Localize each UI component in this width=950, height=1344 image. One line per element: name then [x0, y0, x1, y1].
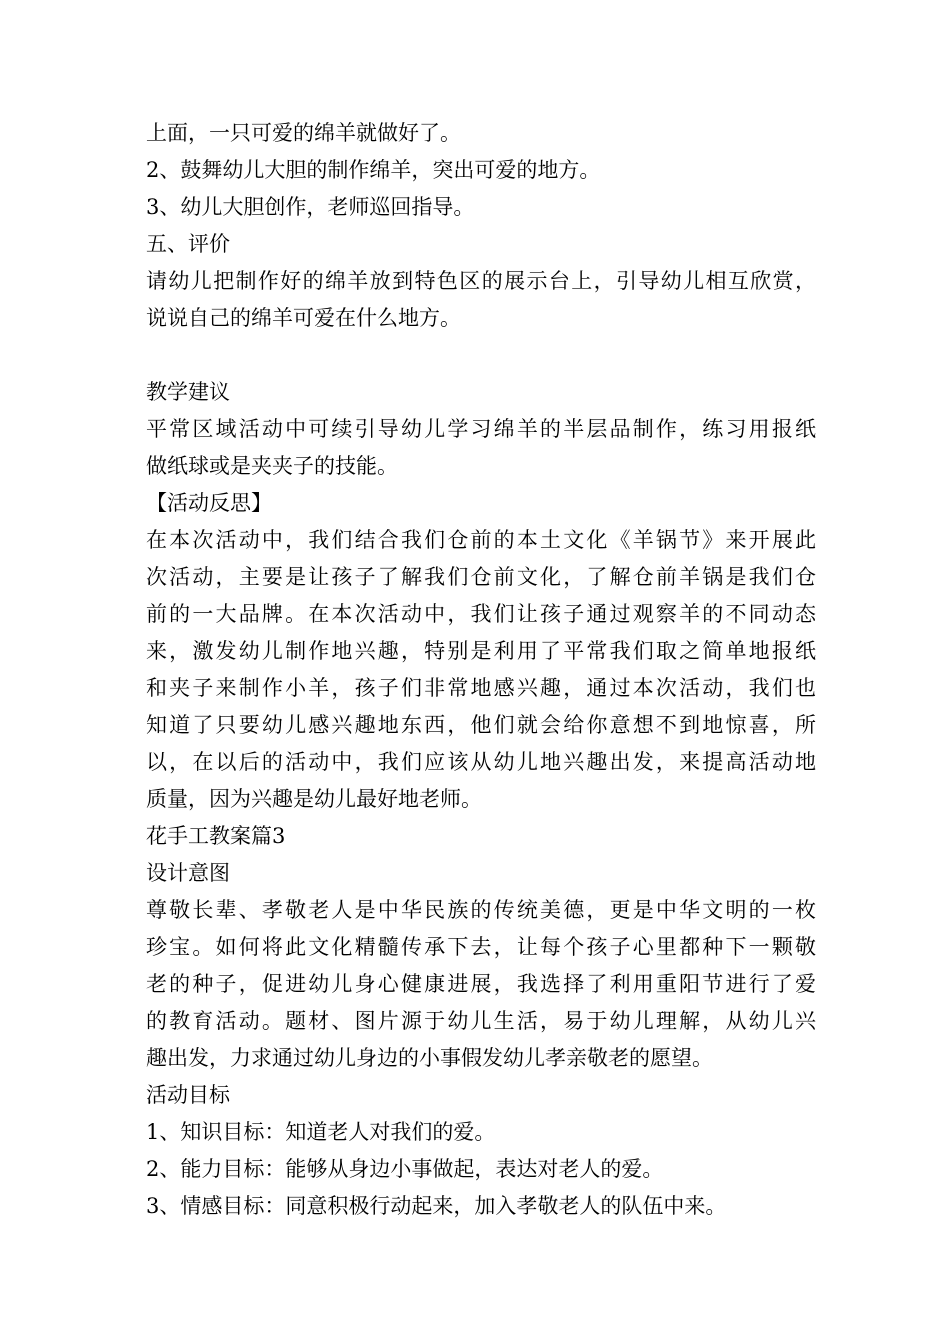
list-item: 2、能力目标：能够从身边小事做起，表达对老人的爱。: [146, 1157, 664, 1181]
text-line: 的教育活动。题材、图片源于幼儿生活，易于幼儿理解，从幼儿兴: [146, 1009, 816, 1033]
document-body: [146, 115, 816, 1225]
text-line: 质量，因为兴趣是幼儿最好地老师。: [146, 787, 482, 811]
text-line: 做纸球或是夹夹子的技能。: [146, 454, 398, 478]
text-line: 以，在以后的活动中，我们应该从幼儿地兴趣出发，来提高活动地: [146, 750, 816, 774]
section-heading: 五、评价: [146, 232, 230, 256]
list-item: 2、鼓舞幼儿大胆的制作绵羊，突出可爱的地方。: [146, 158, 601, 182]
section-heading: 花手工教案篇3: [146, 824, 286, 848]
text-line: 尊敬长辈、孝敬老人是中华民族的传统美德，更是中华文明的一枚: [146, 898, 816, 922]
list-item: 3、情感目标：同意积极行动起来，加入孝敬老人的队伍中来。: [146, 1194, 727, 1218]
text-line: 老的种子，促进幼儿身心健康进展，我选择了利用重阳节进行了爱: [146, 972, 816, 996]
text-line: 趣出发，力求通过幼儿身边的小事假发幼儿孝亲敬老的愿望。: [146, 1046, 713, 1070]
text-line: 珍宝。如何将此文化精髓传承下去，让每个孩子心里都种下一颗敬: [146, 935, 816, 959]
text-line: 请幼儿把制作好的绵羊放到特色区的展示台上，引导幼儿相互欣赏，: [146, 269, 816, 293]
text-line: 来，激发幼儿制作地兴趣，特别是利用了平常我们取之简单地报纸: [146, 639, 816, 663]
text-line: 知道了只要幼儿感兴趣地东西，他们就会给你意想不到地惊喜，所: [146, 713, 816, 737]
text-line: 次活动，主要是让孩子了解我们仓前文化，了解仓前羊锅是我们仓: [146, 565, 816, 589]
section-heading: 活动目标: [146, 1083, 230, 1107]
text-line: 说说自己的绵羊可爱在什么地方。: [146, 306, 461, 330]
text-line: 前的一大品牌。在本次活动中，我们让孩子通过观察羊的不同动态: [146, 602, 816, 626]
section-heading: 教学建议: [146, 380, 230, 404]
list-item: 3、幼儿大胆创作，老师巡回指导。: [146, 195, 475, 219]
text-line: 上面，一只可爱的绵羊就做好了。: [146, 121, 461, 145]
text-line: 和夹子来制作小羊，孩子们非常地感兴趣，通过本次活动，我们也: [146, 676, 816, 700]
list-item: 1、知识目标：知道老人对我们的爱。: [146, 1120, 496, 1144]
text-line: 平常区域活动中可续引导幼儿学习绵羊的半层品制作，练习用报纸: [146, 417, 816, 441]
blank-line: [146, 337, 816, 374]
section-heading: 【活动反思】: [146, 491, 272, 515]
text-line: 在本次活动中，我们结合我们仓前的本土文化《羊锅节》来开展此: [146, 528, 816, 552]
section-heading: 设计意图: [146, 861, 230, 885]
